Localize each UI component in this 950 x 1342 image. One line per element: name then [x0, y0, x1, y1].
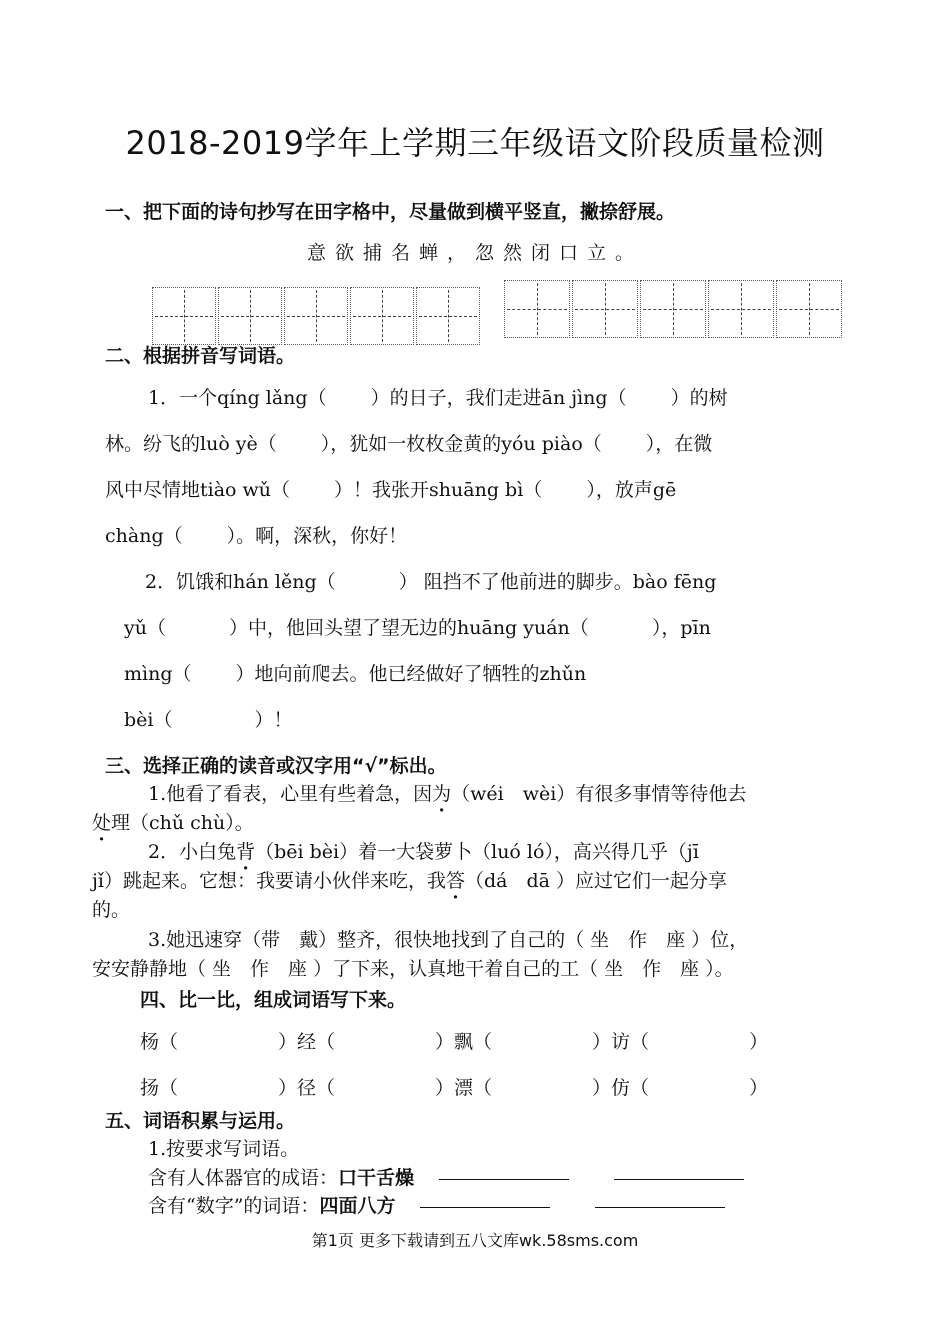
- pinyin-line-2: 林。纷飞的luò yè（ ），犹如一枚枚金黄的yóu piào（ ），在微: [105, 433, 713, 455]
- section-4-heading: 四、比一比，组成词语写下来。: [140, 989, 407, 1011]
- section-5-heading: 五、词语积累与运用。: [105, 1110, 296, 1132]
- choice-q2-line2: jǐ）跳起来。它想：我要请小伙伴来吃，我答（dá dā ）应过它们一起分享: [92, 870, 728, 892]
- grid-cell: [350, 287, 414, 345]
- grid-cell: [504, 280, 570, 338]
- answer-blank[interactable]: [420, 1206, 550, 1208]
- dotted-char: 背: [236, 841, 256, 863]
- compare-row-2: 扬（ ）径（ ）漂（ ）仿（ ）: [140, 1077, 769, 1099]
- choice-q1-line1: 1.他看了看表，心里有些着急，因为（wéi wèi）有很多事情等待他去: [148, 783, 747, 805]
- grid-cell: [640, 280, 706, 338]
- section-3-heading: 三、选择正确的读音或汉字用“√”标出。: [105, 755, 447, 777]
- pinyin-line-8: bèi（ ）！: [124, 709, 293, 731]
- section-5-sub: 1.按要求写词语。: [148, 1138, 300, 1160]
- dotted-char: 为: [432, 783, 452, 805]
- section-2-heading: 二、根据拼音写词语。: [105, 345, 296, 367]
- idiom-row-numbers: 含有“数字”的词语：四面八方: [148, 1191, 725, 1218]
- pinyin-line-3: 风中尽情地tiào wǔ（ ）！我张开shuāng bì（ ），放声gē: [105, 479, 677, 501]
- pinyin-line-7: mìng（ ）地向前爬去。他已经做好了牺牲的zhǔn: [124, 663, 587, 685]
- tianzige-grid-left: [152, 287, 482, 345]
- answer-blank[interactable]: [595, 1206, 725, 1208]
- answer-blank[interactable]: [614, 1178, 744, 1180]
- poem-line: 意欲捕名蝉，忽然闭口立。: [306, 242, 643, 264]
- idiom-row-organs: 含有人体器官的成语：口干舌燥: [148, 1163, 744, 1190]
- pinyin-line-5: 2．饥饿和hán lěng（ ） 阻挡不了他前进的脚步。bào fēng: [145, 571, 717, 593]
- choice-q3-line2: 安安静静地（ 坐 作 座 ）了下来，认真地干着自己的工（ 坐 作 座 ）。: [92, 958, 734, 980]
- page-title: 2018-2019学年上学期三年级语文阶段质量检测: [125, 124, 825, 162]
- tianzige-grid-right: [504, 280, 844, 338]
- grid-cell: [572, 280, 638, 338]
- grid-cell: [416, 287, 480, 345]
- grid-cell: [708, 280, 774, 338]
- grid-cell: [152, 287, 216, 345]
- dotted-char: 答: [445, 870, 465, 892]
- compare-row-1: 杨（ ）经（ ）飘（ ）访（ ）: [140, 1031, 769, 1053]
- grid-cell: [218, 287, 282, 345]
- section-1-heading: 一、把下面的诗句抄写在田字格中，尽量做到横平竖直，撇捺舒展。: [105, 201, 676, 223]
- answer-blank[interactable]: [439, 1178, 569, 1180]
- grid-cell: [284, 287, 348, 345]
- page-footer: 第1页 更多下载请到五八文库wk.58sms.com: [311, 1231, 639, 1250]
- choice-q2-line1: 2．小白兔背（bēi bèi）着一大袋萝卜（luó ló），高兴得几乎（jī: [148, 841, 699, 863]
- choice-q3-line1: 3.她迅速穿（带 戴）整齐，很快地找到了自己的（ 坐 作 座 ）位，: [148, 929, 749, 951]
- pinyin-line-4: chàng（ ）。啊，深秋，你好！: [105, 525, 408, 547]
- choice-q2-line3: 的。: [92, 899, 131, 921]
- pinyin-line-1: 1．一个qíng lǎng（ ）的日子，我们走进ān jìng（ ）的树: [148, 387, 728, 409]
- choice-q1-line2: 处理（chǔ chù）。: [92, 812, 254, 834]
- grid-cell: [776, 280, 842, 338]
- pinyin-line-6: yǔ（ ）中，他回头望了望无边的huāng yuán（ ），pīn: [124, 617, 711, 639]
- dotted-char: 处: [92, 812, 112, 834]
